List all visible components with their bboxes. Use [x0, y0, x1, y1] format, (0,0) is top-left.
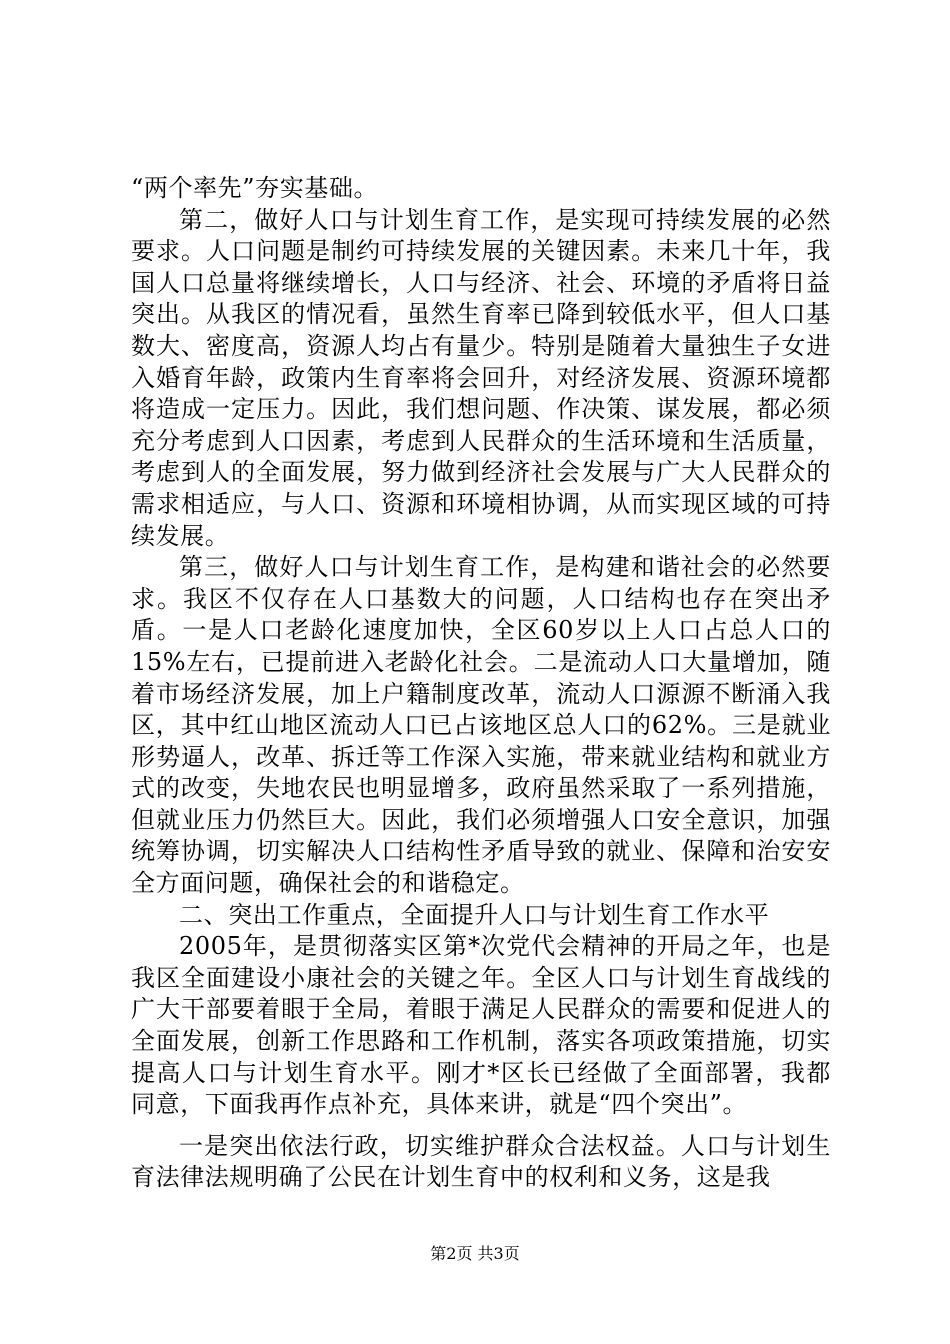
paragraph-sustainable-development: 第二，做好人口与计划生育工作，是实现可持续发展的必然要求。人口问题是制约可持续发展的关键因素。未来几十年，我国人口总量将继续增长，人口与经济、社会、环境的矛盾将日益突出。从我区的情况看，虽然生育率已降到较低水平，但人口基数大、密度高，资源人均占有量少。特别是随着大量独生子女进入婚育年龄，政策内生育率将会回升，对经济发展、资源环境都将造成一定压力。因此，我们想问题、作决策、谋发展，都必须充分考虑到人口因素，考虑到人民群众的生活环境和生活质量，考虑到人的全面发展，努力做到经济社会发展与广大人民群众的需求相适应，与人口、资源和环境相协调，从而实现区域的可持续发展。 [131, 205, 831, 550]
paragraph-harmonious-society: 第三，做好人口与计划生育工作，是构建和谐社会的必然要求。我区不仅存在人口基数大的问题，人口结构也存在突出矛盾。一是人口老龄化速度加快，全区60岁以上人口占总人口的15%左右，已提前进入老龄化社会。二是流动人口大量增加，随着市场经济发展，加上户籍制度改革，流动人口源源不断涌入我区，其中红山地区流动人口已占该地区总人口的62%。三是就业形势逼人，改革、拆迁等工作深入实施，带来就业结构和就业方式的改变，失地农民也明显增多，政府虽然采取了一系列措施，但就业压力仍然巨大。因此，我们必须增强人口安全意识，加强统筹协调，切实解决人口结构性矛盾导致的就业、保障和治安安全方面问题，确保社会的和谐稳定。 [131, 553, 831, 898]
paragraph-2005-work: 2005年，是贯彻落实区第*次党代会精神的开局之年，也是我区全面建设小康社会的关键之年。全区人口与计划生育战线的广大干部要着眼于全局，着眼于满足人民群众的需要和促进人的全面发展，创新工作思路和工作机制，落实各项政策措施，切实提高人口与计划生育水平。刚才*区长已经做了全面部署，我都同意，下面我再作点补充，具体来讲，就是“四个突出”。 [131, 932, 831, 1119]
document-body [131, 173, 831, 1194]
section-heading: 二、突出工作重点，全面提升人口与计划生育工作水平 [179, 900, 770, 929]
paragraph-lawful-administration: 一是突出依法行政，切实维护群众合法权益。人口与计划生育法律法规明确了公民在计划生育中的权利和义务，这是我 [131, 1131, 831, 1192]
page-number-footer: 第2页 共3页 [430, 1244, 520, 1263]
paragraph-continuation: “两个率先”夯实基础。 [131, 174, 379, 202]
